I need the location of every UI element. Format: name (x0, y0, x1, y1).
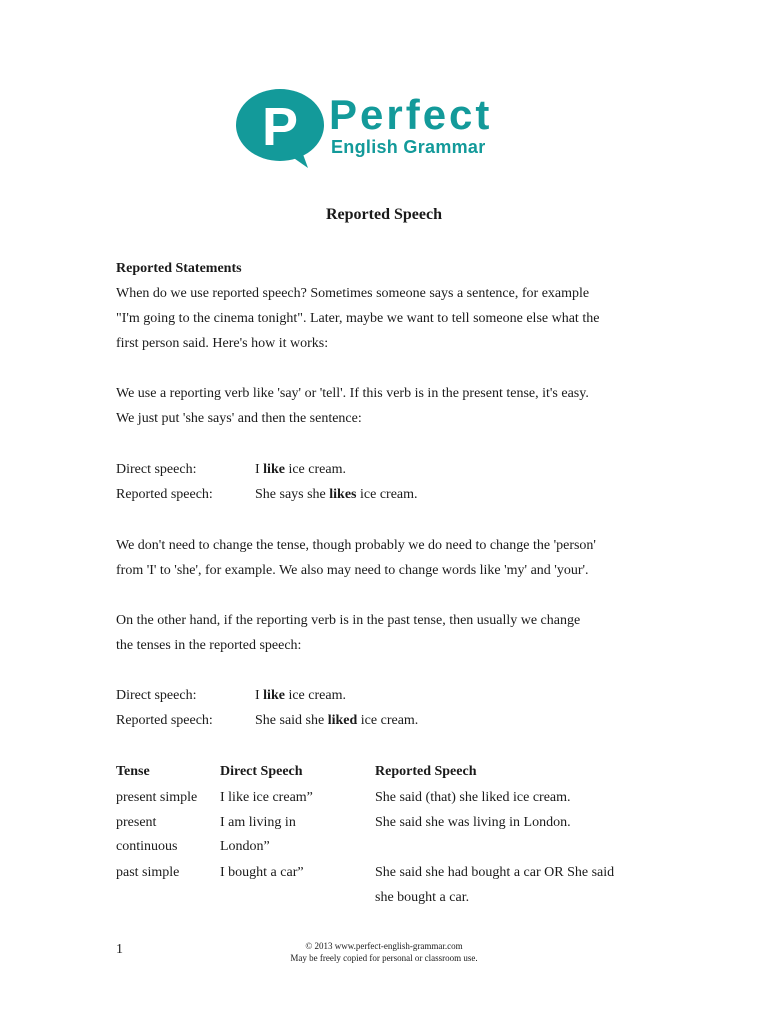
logo-letter: P (261, 97, 299, 157)
page-number: 1 (116, 942, 123, 957)
intro-line-2: "I'm going to the cinema tonight". Later, maybe we want to tell someone else what the (116, 311, 600, 326)
page-title: Reported Speech (326, 206, 442, 223)
example1-direct-text: I like ice cream. (255, 462, 346, 477)
footer-usage-note: May be freely copied for personal or classroom use. (290, 953, 478, 963)
footer-copyright: © 2013 www.perfect-english-grammar.com (305, 941, 463, 951)
past-para-line-2: the tenses in the reported speech: (116, 638, 302, 653)
tense-para-line-2: from 'I' to 'she', for example. We also may need to change words like 'my' and 'your'. (116, 563, 589, 578)
table-header-direct: Direct Speech (220, 764, 303, 779)
example2-direct-text: I like ice cream. (255, 688, 346, 703)
intro-line-1: When do we use reported speech? Sometimes someone says a sentence, for example (116, 286, 590, 301)
logo-subtitle: English Grammar (331, 137, 486, 157)
example2-reported-text: She said she liked ice cream. (255, 713, 419, 728)
table-cell-reported: She said (that) she liked ice cream. (375, 790, 571, 805)
table-cell-direct: I like ice cream” (220, 790, 313, 805)
table-header-reported: Reported Speech (375, 764, 477, 779)
table-cell-tense: present (116, 815, 157, 830)
table-cell-direct: I am living in (220, 815, 296, 830)
tense-para-line-1: We don't need to change the tense, though probably we do need to change the 'person' (116, 538, 596, 553)
example2-direct-label: Direct speech: (116, 688, 197, 703)
intro-line-3: first person said. Here's how it works: (116, 336, 329, 351)
speech-bubble-logo-icon (236, 88, 326, 168)
present-para-line-2: We just put 'she says' and then the sentence: (116, 411, 362, 426)
logo (236, 88, 526, 168)
example1-reported-label: Reported speech: (116, 487, 213, 502)
table-cell-reported: She said she had bought a car OR She said (375, 865, 615, 880)
example2-reported-label: Reported speech: (116, 713, 213, 728)
example1-direct-label: Direct speech: (116, 462, 197, 477)
example1-reported-text: She says she likes ice cream. (255, 487, 418, 502)
table-cell-reported: She said she was living in London. (375, 815, 571, 830)
table-cell-tense: past simple (116, 865, 180, 880)
table-cell-tense: present simple (116, 790, 198, 805)
present-para-line-1: We use a reporting verb like 'say' or 'tell'. If this verb is in the present tense, it's easy. (116, 386, 589, 401)
logo-brand: Perfect (329, 91, 493, 138)
past-para-line-1: On the other hand, if the reporting verb is in the past tense, then usually we change (116, 613, 581, 628)
table-header-tense: Tense (116, 764, 150, 779)
section-heading: Reported Statements (116, 261, 242, 276)
table-cell-direct: London” (220, 839, 270, 854)
table-cell-reported: she bought a car. (375, 890, 470, 905)
table-cell-tense: continuous (116, 839, 178, 854)
table-cell-direct: I bought a car” (220, 865, 304, 880)
